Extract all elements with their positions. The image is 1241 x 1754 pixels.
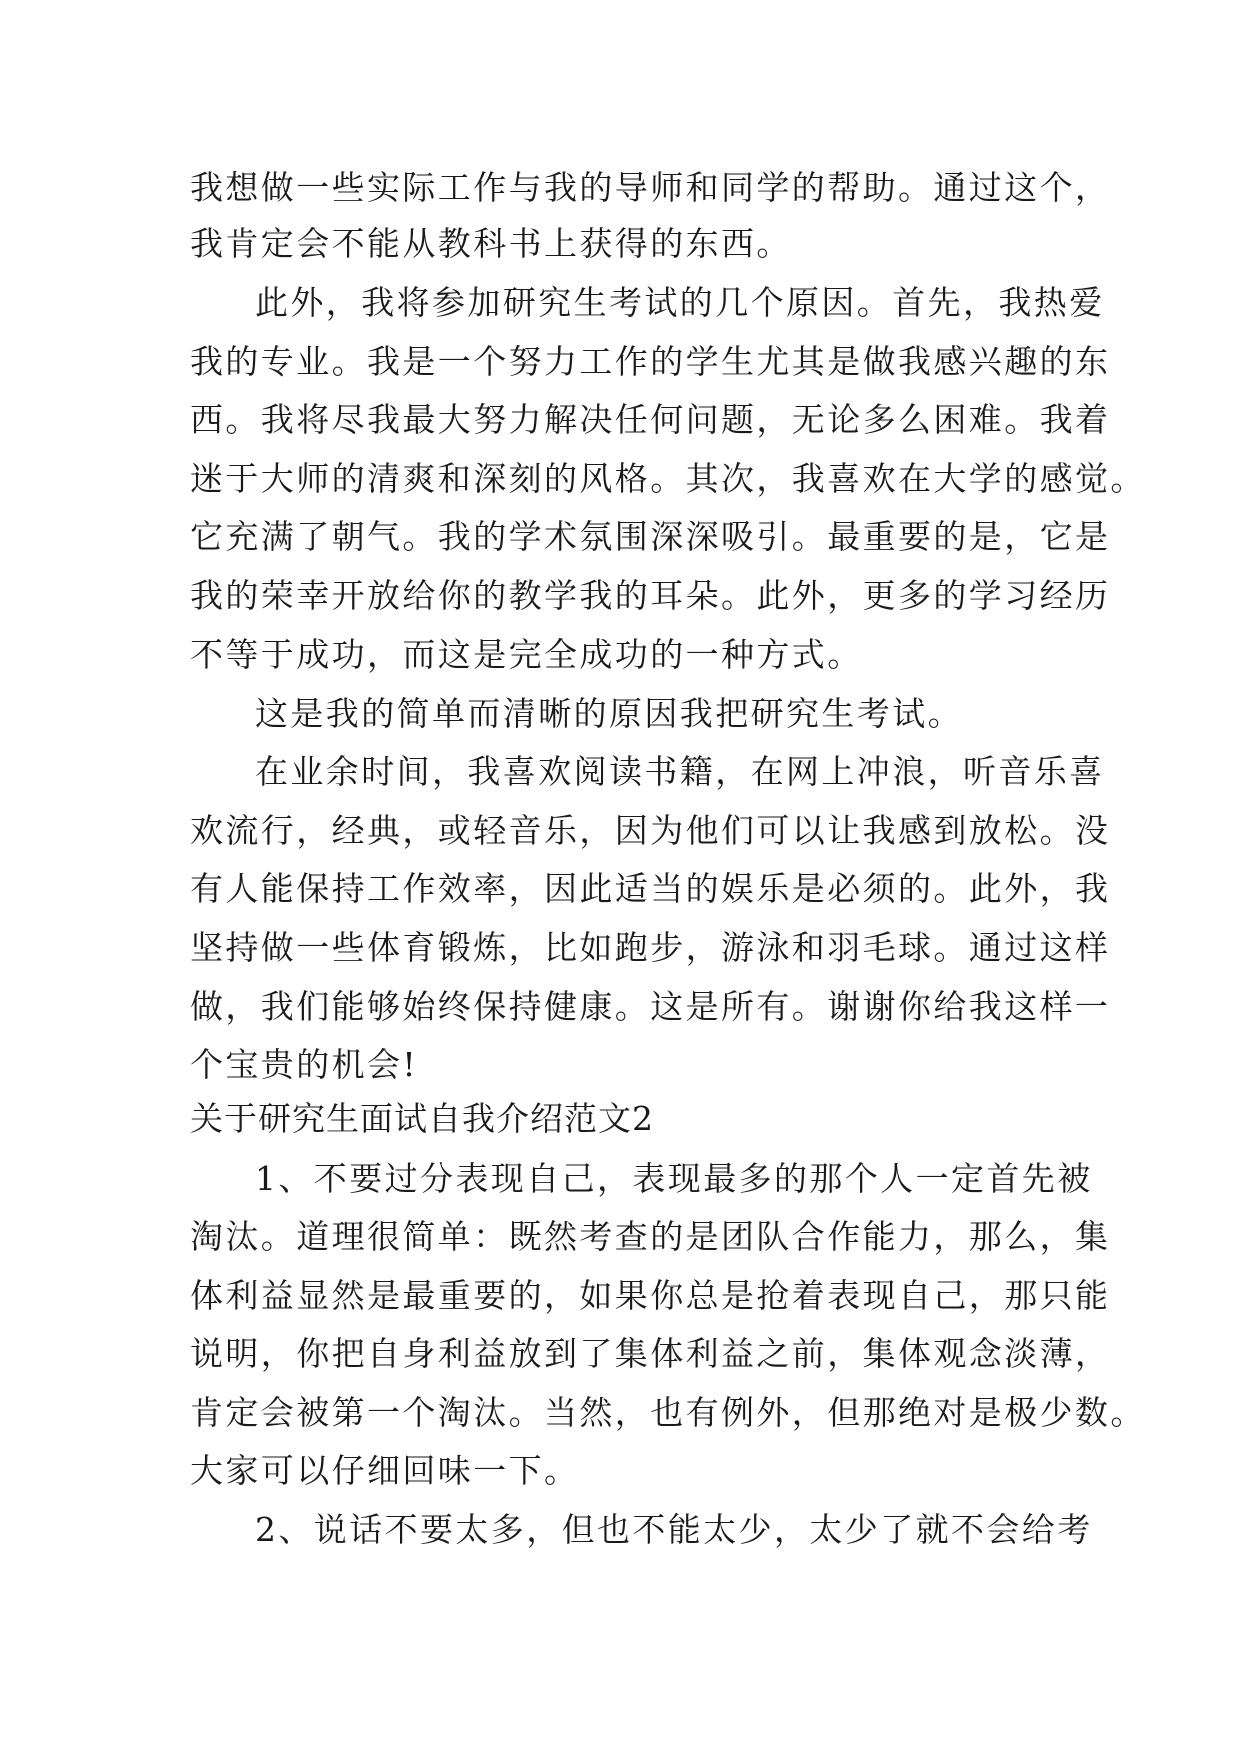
text-line: 坚持做一些体育锻炼，比如跑步，游泳和羽毛球。通过这样: [190, 928, 1111, 967]
text-line: 在业余时间，我喜欢阅读书籍，在网上冲浪，听音乐喜: [255, 752, 1105, 791]
text-line: 2、说话不要太多，但也不能太少，太少了就不会给考: [255, 1510, 1093, 1549]
text-line: 我的专业。我是一个努力工作的学生尤其是做我感兴趣的东: [190, 342, 1111, 381]
text-line: 说明，你把自身利益放到了集体利益之前，集体观念淡薄，: [190, 1334, 1111, 1373]
text-line: 迷于大师的清爽和深刻的风格。其次，我喜欢在大学的感觉。: [190, 459, 1146, 498]
text-line: 个宝贵的机会!: [190, 1045, 419, 1084]
text-line: 有人能保持工作效率，因此适当的娱乐是必须的。此外，我: [190, 869, 1111, 908]
section-heading: 关于研究生面试自我介绍范文2: [190, 1099, 654, 1138]
text-line: 它充满了朝气。我的学术氛围深深吸引。最重要的是，它是: [190, 517, 1111, 556]
text-line: 此外，我将参加研究生考试的几个原因。首先，我热爱: [255, 283, 1105, 322]
text-line: 大家可以仔细回味一下。: [190, 1451, 580, 1490]
text-line: 我肯定会不能从教科书上获得的东西。: [190, 224, 792, 263]
text-line: 体利益显然是最重要的，如果你总是抢着表现自己，那只能: [190, 1276, 1111, 1315]
text-line: 这是我的简单而清晰的原因我把研究生考试。: [255, 694, 963, 733]
text-line: 欢流行，经典，或轻音乐，因为他们可以让我感到放松。没: [190, 811, 1111, 850]
text-line: 我的荣幸开放给你的教学我的耳朵。此外，更多的学习经历: [190, 576, 1111, 615]
text-line: 淘汰。道理很简单：既然考查的是团队合作能力，那么，集: [190, 1217, 1111, 1256]
text-line: 做，我们能够始终保持健康。这是所有。谢谢你给我这样一: [190, 987, 1111, 1026]
text-line: 我想做一些实际工作与我的导师和同学的帮助。通过这个，: [190, 168, 1111, 207]
text-line: 不等于成功，而这是完全成功的一种方式。: [190, 635, 863, 674]
text-line: 西。我将尽我最大努力解决任何问题，无论多么困难。我着: [190, 400, 1111, 439]
text-line: 1、不要过分表现自己，表现最多的那个人一定首先被: [255, 1159, 1093, 1198]
text-line: 肯定会被第一个淘汰。当然，也有例外，但那绝对是极少数。: [190, 1393, 1146, 1432]
